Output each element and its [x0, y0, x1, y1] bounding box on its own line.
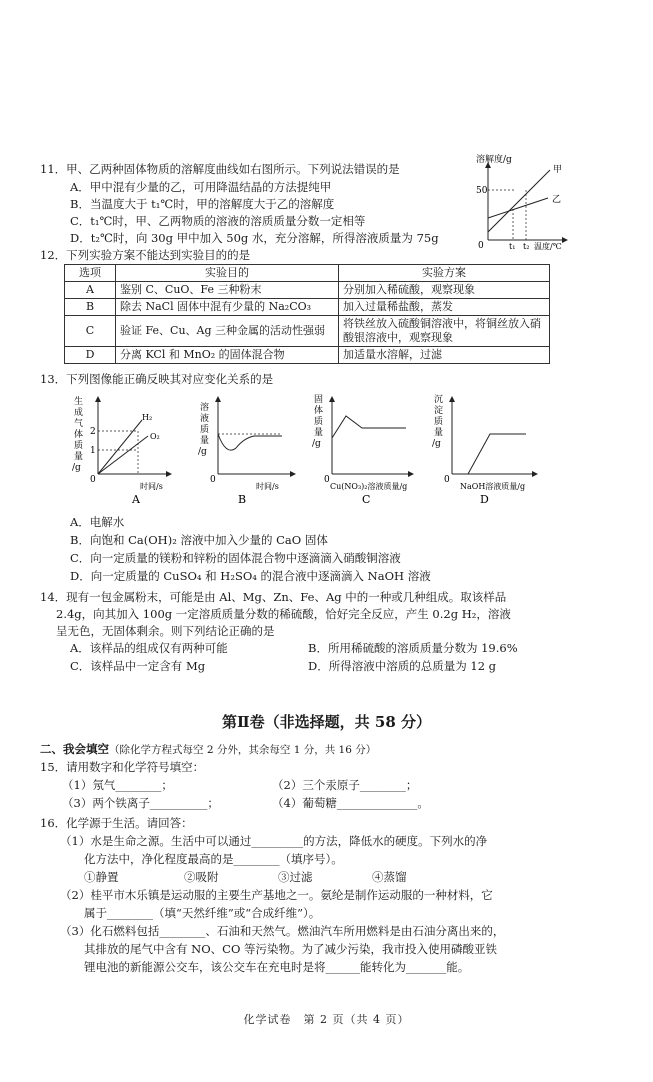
ylabel-char: 量 — [314, 428, 324, 438]
q13-graph-d-ylabel — [432, 394, 443, 449]
ylabel-char: 淀 — [434, 406, 444, 416]
ylabel-char: 质 — [434, 417, 444, 427]
table-row — [65, 299, 550, 316]
table-header-cell: 实验方案 — [339, 265, 550, 282]
q16-choice-3: ③过滤 — [278, 870, 313, 884]
q12-stem: 12．下列实验方案不能达到实验目的的是 — [40, 248, 251, 262]
q12-table — [64, 264, 550, 364]
q15-item2: （2）三个汞原子________； — [272, 778, 418, 792]
q13-c-xlabel: Cu(NO₃)₂溶液质量/g — [330, 482, 408, 491]
ylabel-char: 生 — [74, 397, 84, 407]
q15-item4: （4）葡萄糖______________。 — [272, 796, 429, 810]
ylabel-char: /g — [432, 439, 441, 449]
table-row — [65, 282, 550, 299]
table-row — [65, 316, 550, 347]
table-cell: 加适量水溶解，过滤 — [339, 347, 550, 364]
q16-stem: 16．化学源于生活。请回答： — [40, 816, 193, 830]
table-cell: B — [65, 299, 116, 316]
q13-c-curve — [332, 416, 406, 438]
table-cell: A — [65, 282, 116, 299]
q13-graph-a — [70, 390, 185, 505]
table-header-row — [65, 265, 550, 282]
q11-graph-origin: 0 — [478, 241, 484, 250]
ylabel-char: 液 — [200, 414, 210, 424]
table-cell: 将铁丝放入硫酸铜溶液中，将铜丝放入硝酸银溶液中，观察现象 — [339, 316, 550, 347]
ylabel-char: 溶 — [200, 403, 210, 413]
q14-line1: 14．现有一包金属粉末，可能是由 Al、Mg、Zn、Fe、Ag 中的一种或几种组成。取该样品 — [40, 590, 507, 604]
q16-part3-line2: 其排放的尾气中含有 NO、CO 等污染物。为了减少污染，我市投入使用磷酸亚铁 — [84, 942, 498, 956]
ylabel-char: 沉 — [434, 395, 444, 405]
ylabel-char: 体 — [314, 406, 324, 416]
q11-graph-t1: t₁ — [509, 242, 516, 250]
q13-a-tick1: 1 — [90, 446, 96, 456]
q16-choice-2: ②吸附 — [184, 870, 219, 884]
q13-option-b: B．向饱和 Ca(OH)₂ 溶液中加入少量的 CaO 固体 — [70, 533, 328, 547]
section-heading: 二、我会填空 — [40, 742, 109, 756]
q11-curve-b-label: 乙 — [552, 195, 562, 205]
q13-d-letter: D — [480, 493, 489, 505]
ylabel-char: /g — [72, 463, 81, 473]
q14-option-a: A．该样品的组成仅有两种可能 — [70, 641, 228, 655]
q13-c-letter: C — [362, 493, 371, 505]
q11-option-d: D．t₂℃时，向 30g 甲中加入 50g 水，充分溶解，所得溶液质量为 75g — [70, 231, 439, 245]
q13-d-xlabel: NaOH溶液质量/g — [460, 482, 526, 491]
q11-option-a: A．甲中混有少量的乙，可用降温结晶的方法提纯甲 — [70, 180, 332, 194]
q13-b-xlabel: 时间/s — [256, 482, 279, 491]
q13-d-curve — [452, 434, 526, 474]
table-row — [65, 347, 550, 364]
ylabel-char: 量 — [74, 452, 84, 462]
table-cell: D — [65, 347, 116, 364]
ylabel-char: 成 — [74, 408, 84, 418]
q13-a-o2-line — [98, 436, 148, 474]
q13-graph-b — [196, 390, 306, 505]
q16-part1-line2: 化方法中，净化程度最高的是________（填序号）。 — [84, 852, 343, 866]
q14-option-c: C．该样品中一定含有 Mg — [70, 659, 206, 673]
table-cell: 分别加入稀硫酸，观察现象 — [339, 282, 550, 299]
q11-solubility-graph — [468, 152, 576, 250]
page-footer: 化学试卷 第 2 页（共 4 页） — [243, 1013, 410, 1026]
q13-stem: 13．下列图像能正确反映其对应变化关系的是 — [40, 372, 274, 386]
ylabel-char: 量 — [434, 428, 444, 438]
q15-item3: （3）两个铁离子__________； — [62, 796, 219, 810]
q11-graph-tick50: 50 — [476, 186, 488, 196]
q13-d-origin: 0 — [444, 475, 450, 485]
q16-choice-1: ①静置 — [84, 870, 119, 884]
ylabel-char: 量 — [200, 436, 210, 446]
q16-part2-line2: 属于________（填“天然纤维”或“合成纤维”）。 — [84, 906, 321, 920]
q14-line2: 2.4g，向其加入 100g 一定溶质质量分数的稀硫酸，恰好完全反应，产生 0.2g H₂，溶液 — [56, 607, 511, 621]
q13-c-origin: 0 — [324, 475, 330, 485]
q14-line3: 呈无色，无固体剩余。则下列结论正确的是 — [56, 624, 275, 638]
q13-option-c: C．向一定质量的镁粉和锌粉的固体混合物中逐滴滴入硝酸铜溶液 — [70, 551, 401, 565]
q14-option-b: B．所用稀硫酸的溶质质量分数为 19.6% — [308, 641, 518, 655]
ylabel-char: 固 — [314, 395, 324, 405]
table-header-cell: 实验目的 — [116, 265, 339, 282]
q13-a-origin: 0 — [90, 475, 96, 485]
section-title: 第Ⅱ卷（非选择题，共 58 分） — [222, 713, 431, 731]
q13-option-d: D．向一定质量的 CuSO₄ 和 H₂SO₄ 的混合液中逐滴滴入 NaOH 溶液 — [70, 569, 431, 583]
table-cell: 鉴别 C、CuO、Fe 三种粉末 — [116, 282, 339, 299]
q11-graph-xlabel: 温度/℃ — [534, 242, 562, 250]
ylabel-char: 体 — [74, 430, 84, 440]
q11-curve-b — [488, 198, 548, 218]
q13-b-origin: 0 — [210, 475, 216, 485]
q13-graph-c-ylabel — [312, 394, 323, 449]
q11-stem: 11．甲、乙两种固体物质的溶解度曲线如右图所示。下列说法错误的是 — [40, 162, 400, 176]
q16-part3-line3: 锂电池的新能源公交车，该公交车在充电时是将______能转化为_______能。 — [84, 960, 470, 974]
q11-graph-ylabel: 溶解度/g — [476, 155, 512, 165]
q13-a-h2-line — [98, 420, 142, 474]
q13-a-o2-label: O₂ — [150, 432, 160, 441]
q16-part2-line1: （2）桂平市木乐镇是运动服的主要生产基地之一。氨纶是制作运动服的一种材料，它 — [60, 888, 493, 902]
table-cell: 分离 KCl 和 MnO₂ 的固体混合物 — [116, 347, 339, 364]
ylabel-char: /g — [312, 439, 321, 449]
q11-curve-a-label: 甲 — [553, 165, 563, 175]
table-cell: C — [65, 316, 116, 347]
q11-option-b: B．当温度大于 t₁℃时，甲的溶解度大于乙的溶解度 — [70, 197, 335, 211]
q13-a-h2-label: H₂ — [142, 413, 153, 422]
ylabel-char: 质 — [314, 417, 324, 427]
q13-graph-b-ylabel — [198, 401, 209, 457]
q16-part3-line1: （3）化石燃料包括________、石油和天然气。燃油汽车所用燃料是由石油分离出来的， — [60, 924, 505, 938]
q13-graph-c — [310, 390, 425, 505]
section-note: （除化学方程式每空 2 分外，其余每空 1 分，共 16 分） — [109, 744, 377, 756]
q15-item1: （1）氖气________； — [62, 778, 173, 792]
q16-part1-line1: （1）水是生命之源。生活中可以通过_________的方法，降低水的硬度。下列水的净 — [60, 834, 488, 848]
q11-option-c: C．t₁℃时，甲、乙两物质的溶液的溶质质量分数一定相等 — [70, 214, 366, 228]
ylabel-char: 质 — [74, 441, 84, 451]
q11-curve-a — [488, 170, 550, 232]
ylabel-char: 质 — [200, 425, 210, 435]
q11-graph-t2: t₂ — [523, 242, 530, 250]
q13-option-a: A．电解水 — [70, 515, 125, 529]
q13-a-tick2: 2 — [90, 427, 96, 437]
ylabel-char: /g — [198, 447, 207, 457]
q13-b-letter: B — [238, 493, 247, 505]
q16-choice-4: ④蒸馏 — [372, 870, 407, 884]
table-cell: 验证 Fe、Cu、Ag 三种金属的活动性强弱 — [116, 316, 339, 347]
q13-a-xlabel: 时间/s — [140, 482, 163, 491]
q14-option-d: D．所得溶液中溶质的总质量为 12 g — [308, 659, 497, 673]
table-header-cell: 选项 — [65, 265, 116, 282]
q13-b-curve — [218, 434, 282, 450]
q13-graph-a-ylabel — [72, 395, 83, 473]
table-cell: 除去 NaCl 固体中混有少量的 Na₂CO₃ — [116, 299, 339, 316]
table-cell: 加入过量稀盐酸，蒸发 — [339, 299, 550, 316]
ylabel-char: 气 — [74, 419, 84, 429]
q13-graph-d — [430, 390, 550, 505]
q15-stem: 15．请用数字和化学符号填空： — [40, 760, 205, 774]
q13-a-letter: A — [132, 493, 140, 505]
